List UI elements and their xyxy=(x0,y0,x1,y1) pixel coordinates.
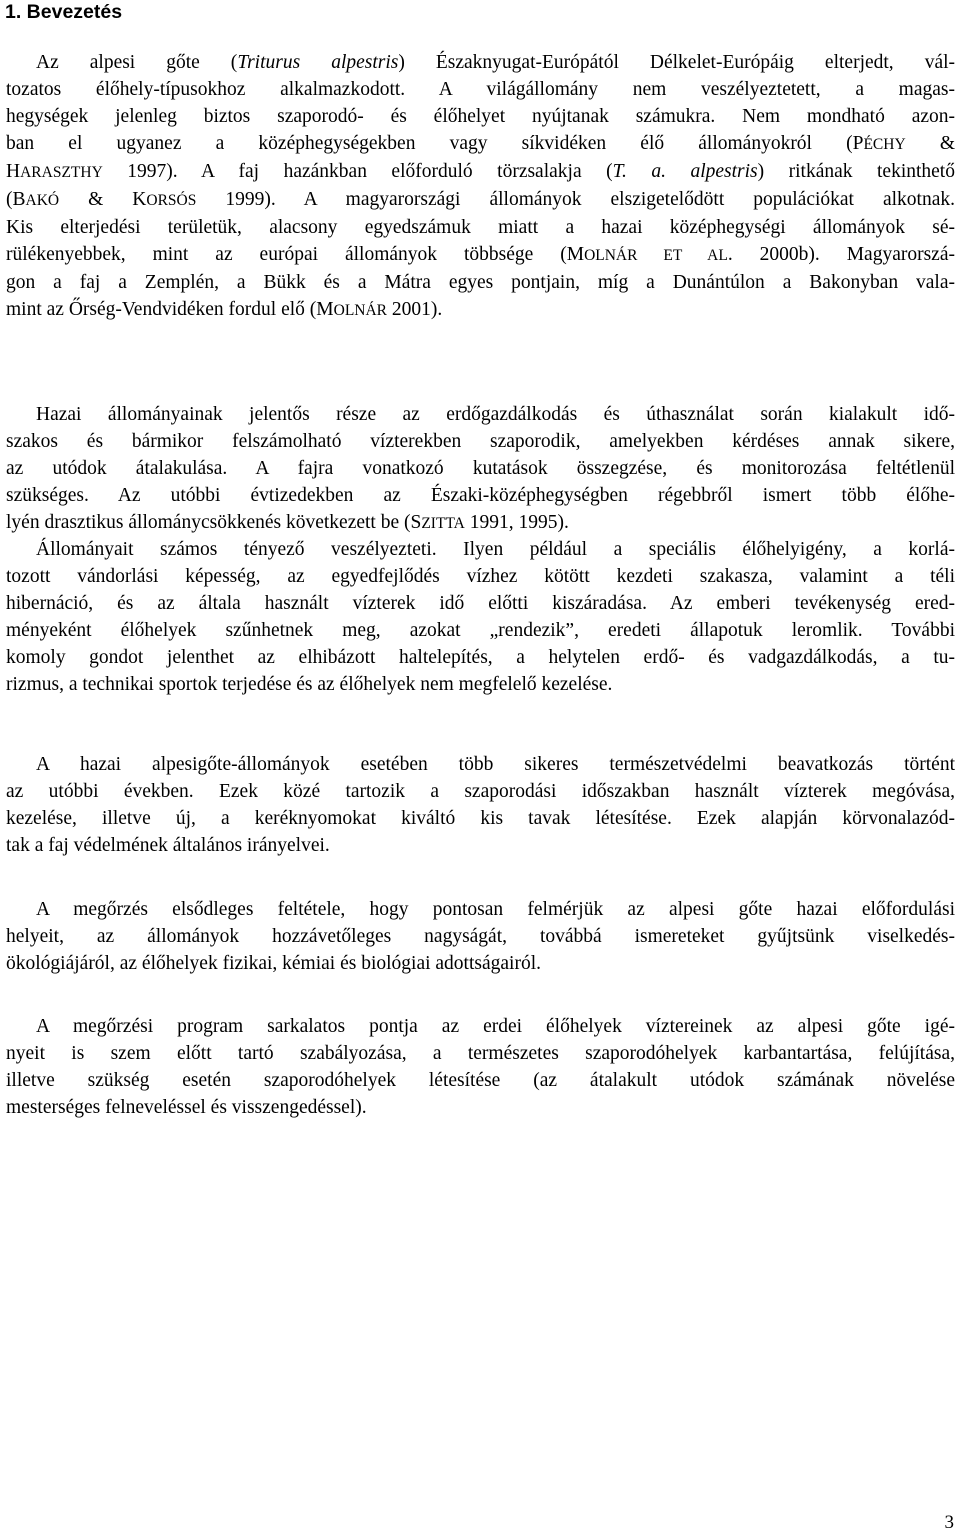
text-run: tozott vándorlási képesség, az egyedfejlődés vízhez kötött kezdeti szakasza, valamint a téli xyxy=(6,566,955,587)
text-run: 1999). A magyarországi állományok elszigetelődött populációkat alkotnak. xyxy=(196,189,956,210)
text-line xyxy=(6,130,955,158)
text-line xyxy=(6,923,955,950)
text-line xyxy=(6,671,955,698)
text-run: A megőrzés elsődleges feltétele, hogy pontosan felmérjük az alpesi gőte hazai előfordulási xyxy=(36,899,955,920)
text-line xyxy=(6,832,955,859)
text-run: hibernáció, és az általa használt vízterek idő előtti kiszáradása. Az emberi tevékenység ered- xyxy=(6,593,955,614)
text-line xyxy=(6,751,955,778)
italic-text: Triturus alpestris xyxy=(237,52,399,73)
text-line xyxy=(6,296,955,324)
text-run: komoly gondot jelenthet az elhibázott haltelepítés, a helytelen erdő- és vadgazdálkodás, a tu- xyxy=(6,647,955,668)
text-line xyxy=(6,103,955,130)
text-line xyxy=(6,214,955,241)
text-run: & xyxy=(905,133,955,154)
text-line xyxy=(6,482,955,509)
text-run: ményeként élőhelyek szűnhetnek meg, azokat „rendezik”, eredeti állapotuk leromlik. További xyxy=(6,620,955,641)
text-run: 1997). A faj hazánkban előforduló törzsalakja ( xyxy=(102,161,613,182)
text-run: & K xyxy=(59,189,147,210)
text-line xyxy=(6,644,955,671)
text-run: Az alpesi gőte ( xyxy=(36,52,238,73)
paragraph-5 xyxy=(6,896,955,977)
small-caps-text: ÉCHY xyxy=(863,136,906,153)
text-line xyxy=(6,455,955,482)
text-run: hegységek jelenleg biztos szaporodó- és élőhelyet nyújtanak számukra. Nem mondható azon- xyxy=(6,106,955,127)
small-caps-text: OLNÁR xyxy=(333,302,388,319)
small-caps-text: AKÓ xyxy=(25,192,60,209)
text-run: A megőrzési program sarkalatos pontja az erdei élőhelyek víztereinek az alpesi gőte igé- xyxy=(36,1016,955,1037)
text-run: illetve szükség esetén szaporodóhelyek létesítése (az átalakult utódok számának növelése xyxy=(6,1070,955,1091)
text-line xyxy=(6,428,955,455)
page-number: 3 xyxy=(944,1512,954,1533)
text-run: ban el ugyanez a középhegységekben vagy síkvidéken élő állományokról (P xyxy=(6,133,864,154)
text-run: rizmus, a technikai sportok terjedése és az élőhelyek nem megfelelő kezelése. xyxy=(6,674,613,695)
text-run: az utóbbi években. Ezek közé tartozik a szaporodási időszakban használt vízterek megóvása, xyxy=(6,781,955,802)
text-run: Hazai állományainak jelentős része az erdőgazdálkodás és úthasználat során kialakult idő- xyxy=(36,404,955,425)
text-line xyxy=(6,1040,955,1067)
text-run: szükséges. Az utóbbi évtizedekben az Északi-középhegységben régebbről ismert több élőhe- xyxy=(6,485,955,506)
text-run: tozatos élőhely-típusokhoz alkalmazkodott. A világállomány nem veszélyeztetett, a magas- xyxy=(6,79,955,100)
small-caps-text: ARASZTHY xyxy=(20,164,103,181)
small-caps-text: OLNÁR ET AL xyxy=(584,247,728,264)
text-run: (B xyxy=(6,189,26,210)
text-line xyxy=(6,158,955,186)
small-caps-text: ZITTA xyxy=(421,515,465,532)
text-run: mint az Őrség-Vendvidéken fordul elő (M xyxy=(6,299,334,320)
paragraph-3 xyxy=(6,536,955,698)
text-run: rülékenyebbek, mint az európai állományok többsége (M xyxy=(6,244,585,265)
text-run: lyén drasztikus állománycsökkenés következett be (S xyxy=(6,512,422,533)
text-run: H xyxy=(6,161,21,182)
text-run: ) ritkának tekinthető xyxy=(757,161,955,182)
text-run: A hazai alpesigőte-állományok esetében több sikeres természetvédelmi beavatkozás történt xyxy=(36,754,955,775)
text-run: ) Északnyugat-Európától Délkelet-Európáig elterjedt, vál- xyxy=(398,52,956,73)
text-line xyxy=(6,1067,955,1094)
text-line xyxy=(6,186,955,214)
text-run: nyeit is szem előtt tartó szabályozása, a természetes szaporodóhelyek karbantartása, felújítása, xyxy=(6,1043,955,1064)
text-run: Kis elterjedési területük, alacsony egyedszámuk miatt a hazai középhegységi állományok sé- xyxy=(6,217,955,238)
text-run: mesterséges felneveléssel és visszengedéssel). xyxy=(6,1097,367,1118)
text-line xyxy=(6,590,955,617)
text-run: 1991, 1995). xyxy=(464,512,569,533)
text-line xyxy=(6,241,955,269)
text-line xyxy=(6,401,955,428)
text-run: . 2000b). Magyarorszá- xyxy=(727,244,955,265)
text-run: 2001). xyxy=(387,299,443,320)
text-line xyxy=(6,49,955,76)
text-run: gon a faj a Zemplén, a Bükk és a Mátra egyes pontjain, míg a Dunántúlon a Bakonyban vala- xyxy=(6,272,955,293)
paragraph-1 xyxy=(6,49,955,324)
paragraph-6 xyxy=(6,1013,955,1121)
text-line xyxy=(6,896,955,923)
text-line xyxy=(6,563,955,590)
text-line xyxy=(6,269,955,296)
text-line xyxy=(6,617,955,644)
text-line xyxy=(6,950,955,977)
text-run: ökológiájáról, az élőhelyek fizikai, kémiai és biológiai adottságairól. xyxy=(6,953,541,974)
text-run: az utódok átalakulása. A fajra vonatkozó kutatások összegzése, és monitorozása feltétlenül xyxy=(6,458,955,479)
text-line xyxy=(6,536,955,563)
paragraph-4 xyxy=(6,751,955,859)
small-caps-text: ORSÓS xyxy=(146,192,197,209)
text-run: szakos és bármikor felszámolható vízterekben szaporodik, amelyekben kérdéses annak sikere, xyxy=(6,431,955,452)
text-run: Állományait számos tényező veszélyezteti. Ilyen például a speciális élőhelyigény, a korlá- xyxy=(36,539,955,560)
text-line xyxy=(6,509,955,537)
text-run: kezelése, illetve új, a keréknyomokat kiváltó kis tavak létesítése. Ezek alapján körvonalazód- xyxy=(6,808,955,829)
section-heading: 1. Bevezetés xyxy=(5,1,123,23)
text-run: helyeit, az állományok hozzávetőleges nagyságát, továbbá ismereteket gyűjtsünk viselkedés- xyxy=(6,926,955,947)
text-line xyxy=(6,778,955,805)
text-line xyxy=(6,1013,955,1040)
text-line xyxy=(6,805,955,832)
text-line xyxy=(6,76,955,103)
text-line xyxy=(6,1094,955,1121)
paragraph-2 xyxy=(6,401,955,537)
text-run: tak a faj védelmének általános irányelvei. xyxy=(6,835,330,856)
italic-text: T. a. alpestris xyxy=(612,161,758,182)
